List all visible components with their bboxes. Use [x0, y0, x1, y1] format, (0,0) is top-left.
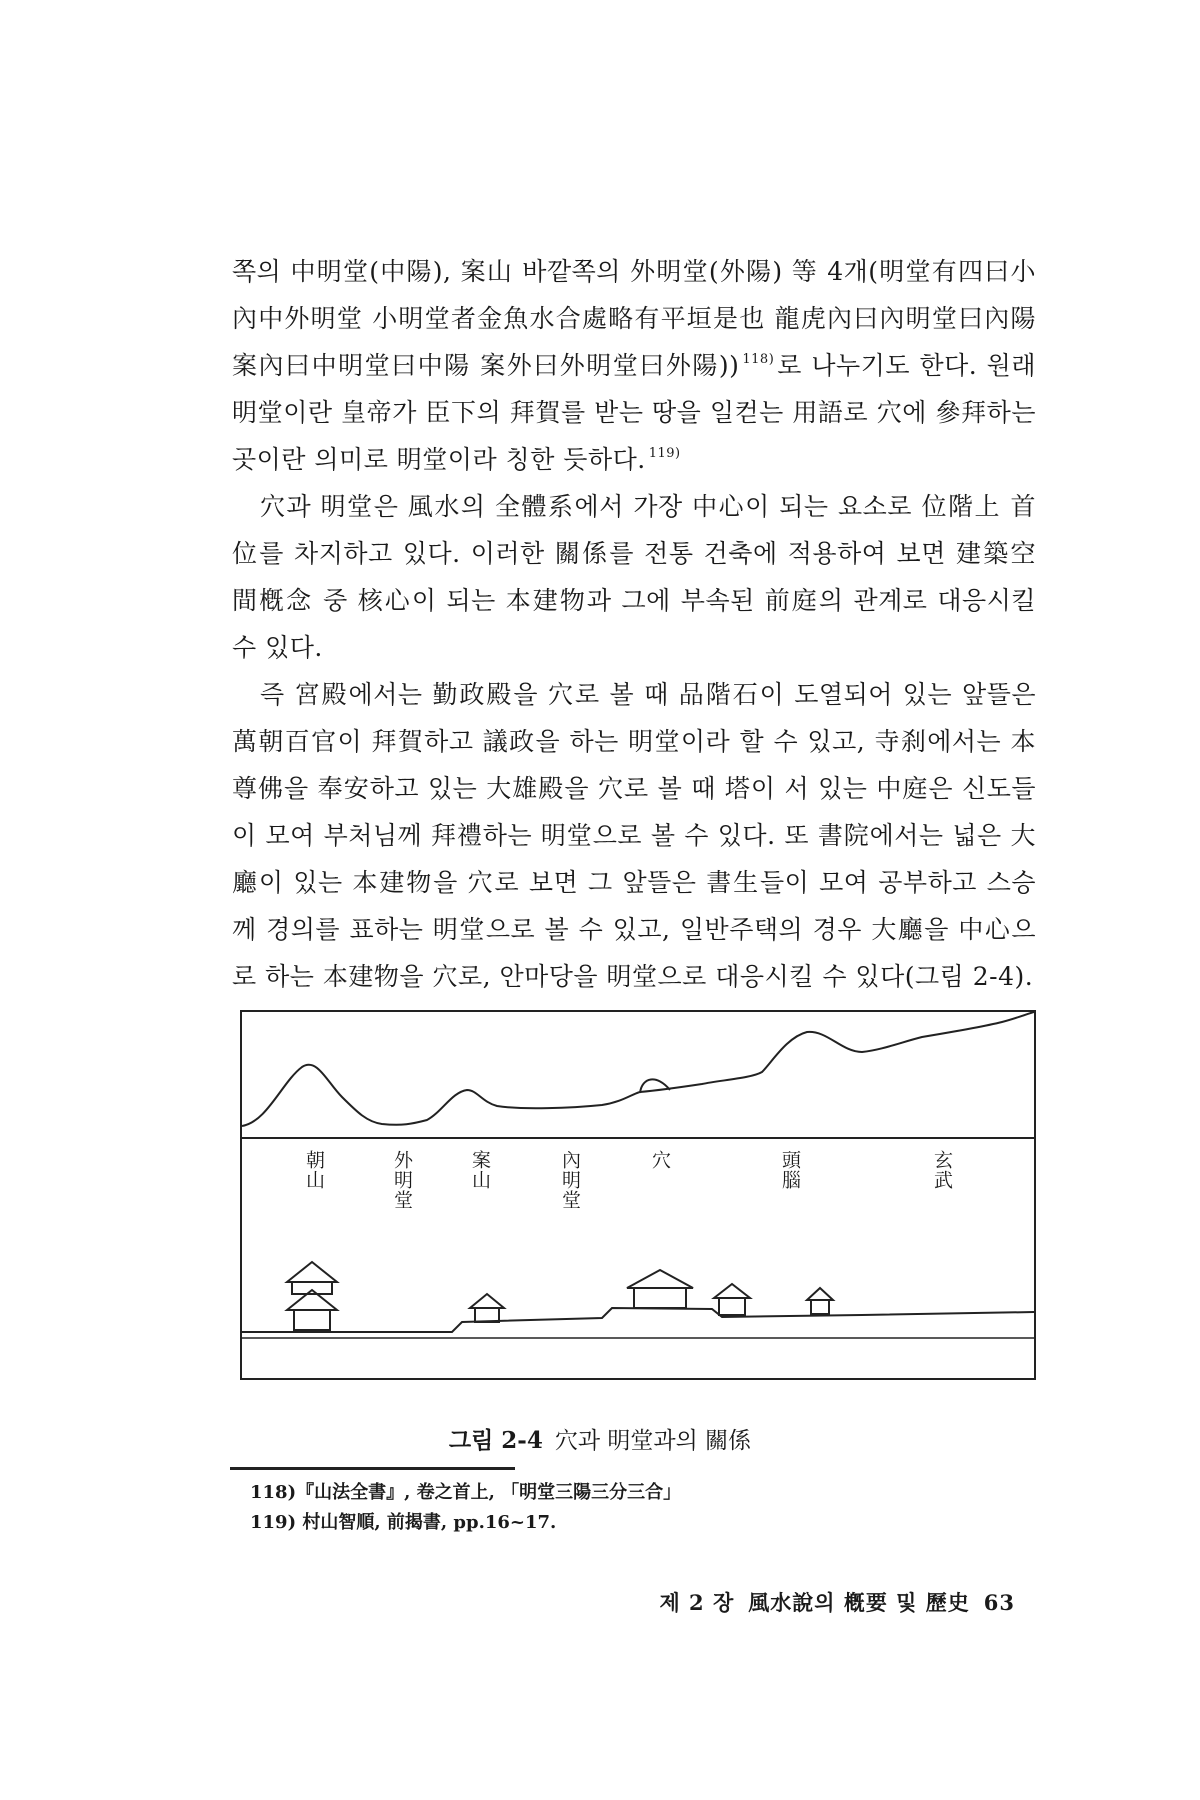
label-ansan: 案山 [469, 1150, 491, 1190]
paragraph-1-text-continued: 로 나누기도 한다. 원래 明堂이란 皇帝가 臣下의 拜賀를 받는 땅을 일컫는 用語로 穴에 參拜하는 곳이란 의미로 明堂이라 칭한 듯하다. [232, 351, 1036, 474]
footer-title: 風水說의 槪要 및 歷史 [748, 1590, 970, 1615]
label-chosan: 朝山 [303, 1150, 325, 1190]
figure-2-4 [240, 1010, 1036, 1380]
label-naemyeongdang: 內明堂 [559, 1150, 581, 1210]
building-ansan [470, 1294, 504, 1322]
footer-chapter: 제 2 장 [659, 1590, 735, 1615]
paragraph-3: 즉 宮殿에서는 勤政殿을 穴로 볼 때 品階石이 도열되어 있는 앞뜰은 萬朝百官이 拜賀하고 議政을 하는 明堂이라 할 수 있고, 寺刹에서는 本尊佛을 奉安하고 있는 大雄殿을 穴로 볼 때 塔이 서 있는 中庭은 신도들이 모여 부처님께 拜禮하는 明堂으로 볼 수 있다. 또 書院에서는 넓은 大廳이 있는 本建物을 穴로 보면 그 앞뜰은 書生들이 모여 공부하고 스승께 경의를 표하는 明堂으로 볼 수 있고, 일반주택의 경우 大廳을 中心으로 하는 本建物을 穴로, 안마당을 明堂으로 대응시킬 수 있다(그림 2-4). [232, 680, 1036, 991]
label-hyeonmu: 玄武 [931, 1150, 953, 1190]
building-dunoe [714, 1284, 750, 1315]
page-number: 63 [983, 1590, 1015, 1615]
building-chosan [287, 1262, 337, 1330]
figure-caption [0, 1422, 1200, 1455]
footnote-118: 118)『山法全書』, 卷之首上, 「明堂三陽三分三合」 [250, 1482, 682, 1503]
footnote-divider [230, 1467, 515, 1470]
running-footer [645, 1587, 1015, 1617]
label-hyeol: 穴 [649, 1150, 671, 1170]
paragraph-2: 穴과 明堂은 風水의 全體系에서 가장 中心이 되는 요소로 位階上 首位를 차지하고 있다. 이러한 關係를 전통 건축에 적용하여 보면 建築空間槪念 중 核心이 되는 本建物과 그에 부속된 前庭의 관계로 대응시킬 수 있다. [232, 492, 1036, 662]
footnote-119: 119) 村山智順, 前揭書, pp.16~17. [250, 1512, 557, 1533]
footnote-ref-118: 118) [742, 352, 775, 367]
caption-text: 穴과 明堂과의 關係 [554, 1428, 752, 1454]
body-text [232, 248, 1036, 1000]
footnotes [250, 1478, 681, 1538]
label-oemyeongdang: 外明堂 [391, 1150, 413, 1210]
paragraph-1 [232, 248, 1036, 483]
footnote-ref-119: 119) [648, 446, 681, 461]
caption-number: 그림 2-4 [448, 1427, 543, 1454]
figure-drawing [242, 1012, 1034, 1378]
ground-line [242, 1308, 1034, 1332]
building-hyeonmu [807, 1288, 833, 1314]
building-hyeol [627, 1270, 693, 1308]
label-dunoe: 頭腦 [779, 1150, 801, 1190]
paragraph-1-text: 쪽의 中明堂(中陽), 案山 바깥쪽의 外明堂(外陽) 等 4개(明堂有四曰小內中外明堂 小明堂者金魚水合處略有平垣是也 龍虎內曰內明堂曰內陽 案內曰中明堂曰中陽 案外曰外明堂曰外陽)) [232, 257, 1036, 380]
mountain-ridge-line [242, 1012, 1034, 1126]
